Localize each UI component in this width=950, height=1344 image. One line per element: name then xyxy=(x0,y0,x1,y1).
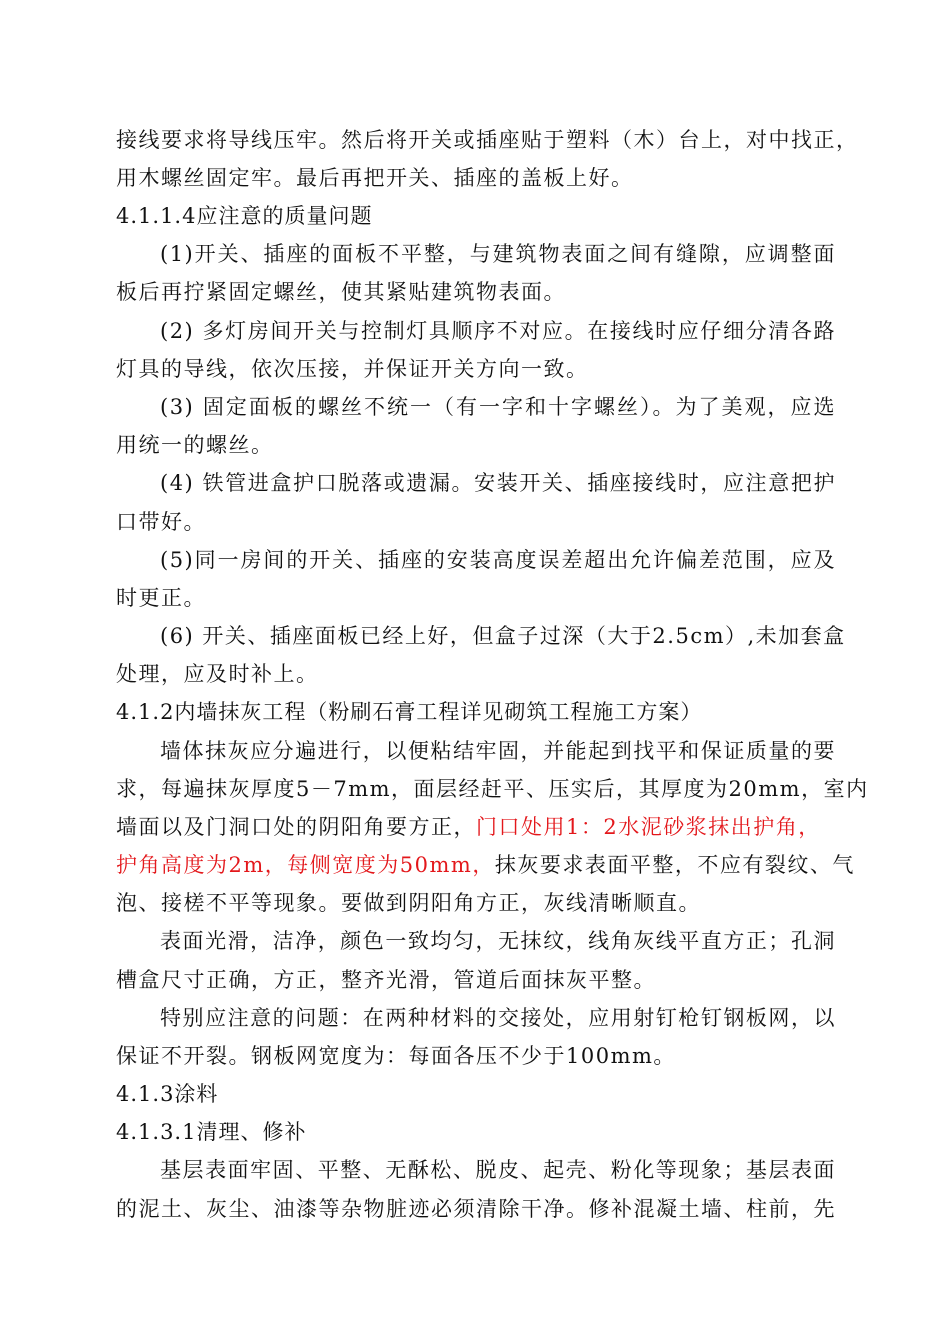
list-item-line: 用统一的螺丝。 xyxy=(116,433,274,457)
paragraph-line: 表面光滑，洁净，颜色一致均匀，无抹纹，线角灰线平直方正；孔洞 xyxy=(160,929,836,953)
paragraph-text: 墙面以及门洞口处的阴阳角要方正， xyxy=(116,815,476,839)
list-item-line: 时更正。 xyxy=(116,586,206,610)
paragraph-line: 接线要求将导线压牢。然后将开关或插座贴于塑料（木）台上，对中找正， xyxy=(116,128,859,152)
paragraph-line: 特别应注意的问题：在两种材料的交接处，应用射钉枪钉钢板网，以 xyxy=(160,1006,836,1030)
paragraph-line: 保证不开裂。钢板网宽度为：每面各压不少于100mm。 xyxy=(116,1044,676,1068)
list-item-line: 灯具的导线，依次压接，并保证开关方向一致。 xyxy=(116,357,589,381)
paragraph-line xyxy=(116,850,855,880)
paragraph-line: 求，每遍抹灰厚度5－7mm，面层经赶平、压实后，其厚度为20mm，室内 xyxy=(116,777,869,801)
paragraph-line: 的泥土、灰尘、油漆等杂物脏迹必须清除干净。修补混凝土墙、柱前，先 xyxy=(116,1197,836,1221)
list-item-line: 板后再拧紧固定螺丝，使其紧贴建筑物表面。 xyxy=(116,280,566,304)
paragraph-text: 抹灰要求表面平整，不应有裂纹、气 xyxy=(494,853,855,877)
paragraph-line: 泡、接槎不平等现象。要做到阴阳角方正，灰线清晰顺直。 xyxy=(116,891,701,915)
section-heading: 4.1.3涂料 xyxy=(116,1082,219,1106)
section-heading: 4.1.2内墙抹灰工程（粉刷石膏工程详见砌筑工程施工方案） xyxy=(116,700,703,724)
list-item-line: (4) 铁管进盒护口脱落或遗漏。安装开关、插座接线时，应注意把护 xyxy=(160,471,836,495)
highlighted-text: 护角高度为2m，每侧宽度为50mm， xyxy=(116,853,495,877)
section-heading: 4.1.1.4应注意的质量问题 xyxy=(116,204,373,228)
list-item-line: (5)同一房间的开关、插座的安装高度误差超出允许偏差范围，应及 xyxy=(160,548,836,572)
list-item-line: 口带好。 xyxy=(116,510,206,534)
paragraph-line xyxy=(116,812,836,842)
list-item-line: 处理，应及时补上。 xyxy=(116,662,319,686)
list-item-line: (2) 多灯房间开关与控制灯具顺序不对应。在接线时应仔细分清各路 xyxy=(160,319,836,343)
list-item-line: (1)开关、插座的面板不平整，与建筑物表面之间有缝隙，应调整面 xyxy=(160,242,836,266)
highlighted-text: 门口处用1：2水泥砂浆抹出护角， xyxy=(476,815,821,839)
section-heading: 4.1.3.1清理、修补 xyxy=(116,1120,307,1144)
paragraph-line: 用木螺丝固定牢。最后再把开关、插座的盖板上好。 xyxy=(116,166,634,190)
list-item-line: (3) 固定面板的螺丝不统一（有一字和十字螺丝）。为了美观，应选 xyxy=(160,395,836,419)
paragraph-line: 基层表面牢固、平整、无酥松、脱皮、起壳、粉化等现象；基层表面 xyxy=(160,1158,836,1182)
paragraph-line: 墙体抹灰应分遍进行，以便粘结牢固，并能起到找平和保证质量的要 xyxy=(160,739,836,763)
list-item-line: (6) 开关、插座面板已经上好，但盒子过深（大于2.5cm）,未加套盒 xyxy=(160,624,846,648)
paragraph-line: 槽盒尺寸正确，方正，整齐光滑，管道后面抹灰平整。 xyxy=(116,968,656,992)
